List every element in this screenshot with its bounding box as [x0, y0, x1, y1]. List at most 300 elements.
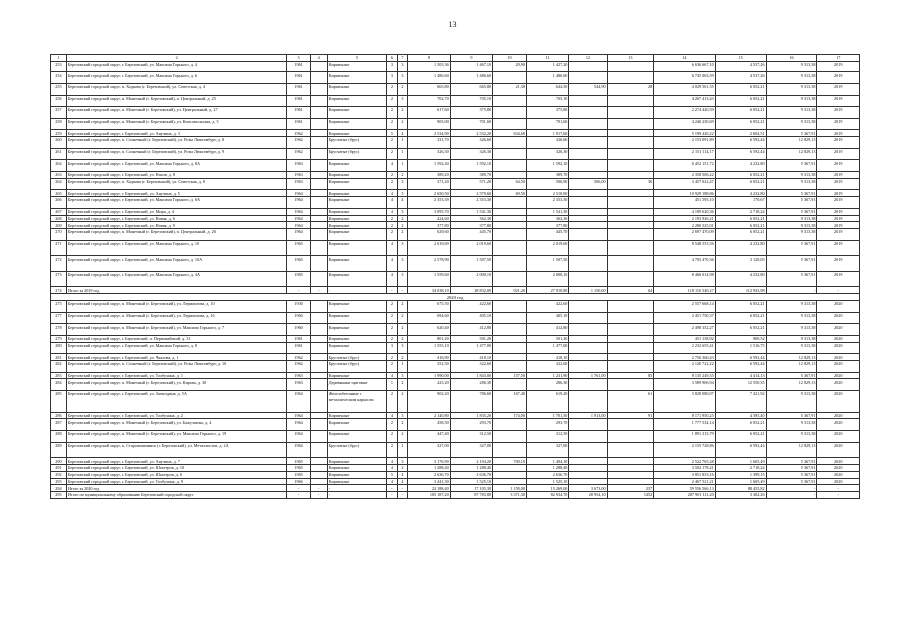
cell-c12	[569, 171, 607, 178]
cell-c13	[607, 160, 654, 172]
cell-c8: 905,00	[408, 118, 450, 130]
cell-c4: -	[310, 492, 327, 499]
cell-c7: 2	[397, 118, 408, 130]
cell-c4	[310, 335, 327, 342]
cell-c15: 6 592,44	[715, 354, 766, 361]
cell-c11: 1 494,10	[526, 458, 568, 465]
cell-c3: 1962	[287, 361, 310, 373]
cell-c15: 112 943,98	[715, 287, 766, 294]
cell-c9: 1 467,10	[450, 61, 492, 72]
cell-c4	[310, 419, 327, 431]
cell-c10	[493, 197, 527, 209]
cell-c3: -	[287, 492, 310, 499]
cell-c16: -	[766, 485, 817, 492]
cell-c17: 2019	[817, 137, 860, 149]
cell-c4	[310, 222, 327, 229]
cell-c8: 425,20	[408, 379, 450, 391]
cell-c5: Кирпичные	[327, 61, 386, 72]
cell-c12	[569, 335, 607, 342]
cell-no: 279	[51, 335, 67, 342]
cell-c10: 1 159,00	[493, 485, 527, 492]
cell-c13	[607, 148, 654, 160]
cell-c16: 9 313,38	[766, 118, 817, 130]
cell-c7: 3	[397, 372, 408, 379]
cell-c5: Кирпичные	[327, 465, 386, 472]
cell-c9: 2 000,10	[450, 271, 492, 287]
cell-no: 264	[51, 178, 67, 190]
cell-c4	[310, 208, 327, 215]
cell-c13	[607, 208, 654, 215]
cell-c4	[310, 342, 327, 354]
cell-c15: 6 052,21	[715, 178, 766, 190]
cell-c15: 3 302,26	[715, 492, 766, 499]
cell-c5: Кирпичные	[327, 208, 386, 215]
cell-c12	[569, 72, 607, 84]
cell-c16: 9 313,38	[766, 83, 817, 95]
cell-c14: 3 828 080,07	[654, 391, 715, 413]
cell-no: 263	[51, 171, 67, 178]
cell-c16: 12 829,13	[766, 379, 817, 391]
cell-c13	[607, 215, 654, 222]
cell-c16: 5 367,91	[766, 190, 817, 197]
cell-c14: 2 286 525,01	[654, 222, 715, 229]
page-number: 13	[448, 20, 457, 29]
cell-c14: 2 126 722,22	[654, 361, 715, 373]
cell-c16: 12 829,13	[766, 148, 817, 160]
cell-c16: -	[766, 492, 817, 499]
cell-c14: 2 274 420,59	[654, 107, 715, 119]
cell-c10	[493, 478, 527, 485]
cell-c6: 3	[387, 61, 398, 72]
table-row	[51, 107, 860, 119]
cell-c16: 9 313,38	[766, 222, 817, 229]
cell-c17: 2020	[817, 372, 860, 379]
cell-c17: 2019	[817, 197, 860, 209]
cell-c16: 5 367,91	[766, 478, 817, 485]
cell-c16: 9 313,38	[766, 215, 817, 222]
cell-c16: 12 829,13	[766, 354, 817, 361]
cell-no: 260	[51, 137, 67, 149]
cell-c10	[493, 215, 527, 222]
cell-c16: 5 367,91	[766, 197, 817, 209]
cell-c12: 1 761,00	[569, 372, 607, 379]
cell-addr: Березовский городской округ, г. Березовский, ул. Новая, д. 6	[66, 215, 287, 222]
cell-no: 280	[51, 342, 67, 354]
cell-c7: 2	[397, 222, 408, 229]
cell-c3: 1964	[287, 190, 310, 197]
table-row	[51, 72, 860, 84]
cell-c14: 1 891 315,79	[654, 431, 715, 443]
cell-c15: 1 605,49	[715, 478, 766, 485]
cell-c9: 2 636,70	[450, 471, 492, 478]
cell-c10	[493, 222, 527, 229]
cell-addr: Березовский городской округ, г. Березовский, ул. Загвоздина, д. 5А	[66, 391, 287, 413]
cell-c6: 4	[387, 160, 398, 172]
cell-c8: 2 140,80	[408, 412, 450, 419]
cell-c7: 3	[397, 95, 408, 107]
cell-c14: 4 703 470,36	[654, 256, 715, 272]
cell-c3: 1960	[287, 312, 310, 324]
cell-c15: 900,52	[715, 335, 766, 342]
cell-c9: 665,80	[450, 83, 492, 95]
cell-c15: 4 537,26	[715, 72, 766, 84]
cell-c8: 675,50	[408, 301, 450, 313]
cell-c16: 9 313,38	[766, 229, 817, 241]
cell-c10	[493, 431, 527, 443]
cell-c3: 1966	[287, 478, 310, 485]
cell-c9: 705,10	[450, 95, 492, 107]
cell-c13	[607, 271, 654, 287]
cell-c14: 3 851 833,16	[654, 471, 715, 478]
cell-c15: 6 592,44	[715, 148, 766, 160]
cell-c6: 5	[387, 471, 398, 478]
cell-c17: 2020	[817, 471, 860, 478]
cell-c8: 1 559,60	[408, 271, 450, 287]
cell-c4	[310, 118, 327, 130]
cell-c4	[310, 160, 327, 172]
cell-c7: 3	[397, 208, 408, 215]
cell-c3: -	[287, 485, 310, 492]
cell-no: 259	[51, 130, 67, 137]
cell-c7: -	[397, 485, 408, 492]
cell-c3: 1961	[287, 72, 310, 84]
cell-addr: Березовский городской округ, п. Солнечный (г. Березовский), ул. Розы Люксембург, д. 8	[66, 137, 287, 149]
cell-c14: 4 189 620,36	[654, 208, 715, 215]
cell-c6: 4	[387, 465, 398, 472]
cell-c11: 1 507,50	[526, 256, 568, 272]
cell-addr: Березовский городской округ, г. Березовский, ул. Максима Горького, д. 10А	[66, 256, 287, 272]
cell-c10: 174,00	[493, 412, 527, 419]
cell-c17: 2020	[817, 419, 860, 431]
cell-c17: 2019	[817, 222, 860, 229]
table-row	[51, 324, 860, 336]
cell-addr: Березовский городской округ, г. Березовский, ул. Чкалова, д. 1	[66, 354, 287, 361]
cell-c12: 544,90	[569, 83, 607, 95]
cell-c15: 2 604,51	[715, 130, 766, 137]
total-row	[51, 287, 860, 294]
cell-c6: 5	[387, 130, 398, 137]
cell-addr: Березовский городской округ, г. Березовский, ул. Максима Горького, д. 6А	[66, 197, 287, 209]
cell-c10: 69,50	[493, 190, 527, 197]
cell-c6: 2	[387, 301, 398, 313]
cell-c13	[607, 107, 654, 119]
table-row	[51, 471, 860, 478]
cell-no: 282	[51, 361, 67, 373]
cell-c8: 371,20	[408, 178, 450, 190]
cell-c3: 1930	[287, 301, 310, 313]
cell-c15: 88 455,82	[715, 485, 766, 492]
cell-c13: 91	[607, 412, 654, 419]
cell-no: 269	[51, 222, 67, 229]
cell-c16: 9 313,38	[766, 391, 817, 413]
cell-c12	[569, 95, 607, 107]
column-number-8: 8	[408, 55, 450, 62]
table-body	[51, 55, 860, 499]
cell-c16: 5 367,91	[766, 160, 817, 172]
cell-c5: Кирпичные	[327, 83, 386, 95]
cell-c15: 1 605,49	[715, 458, 766, 465]
cell-c4	[310, 361, 327, 373]
table-row	[51, 190, 860, 197]
cell-c13	[607, 61, 654, 72]
cell-c16: 5 367,91	[766, 208, 817, 215]
cell-c15: 1 516,75	[715, 342, 766, 354]
cell-c13	[607, 190, 654, 197]
cell-c3: 1964	[287, 229, 310, 241]
cell-c5: Кирпичные	[327, 171, 386, 178]
cell-c14: 6 452 151,72	[654, 160, 715, 172]
cell-c6: 4	[387, 412, 398, 419]
cell-c16: 5 367,91	[766, 271, 817, 287]
cell-c10	[493, 229, 527, 241]
cell-c17: 2019	[817, 83, 860, 95]
cell-c4	[310, 137, 327, 149]
cell-c17: 2020	[817, 478, 860, 485]
cell-c15: 4 232,80	[715, 271, 766, 287]
cell-c11: 322,60	[526, 361, 568, 373]
cell-c16: 9 313,38	[766, 342, 817, 354]
cell-c8: 1 990,00	[408, 372, 450, 379]
cell-c5: Кирпичные	[327, 312, 386, 324]
cell-c13	[607, 458, 654, 465]
cell-c3: 1963	[287, 178, 310, 190]
cell-c15: 6 052,21	[715, 419, 766, 431]
table-row	[51, 379, 860, 391]
cell-c15: 7 421,92	[715, 391, 766, 413]
cell-c16: -	[766, 287, 817, 294]
cell-c16: 5 367,91	[766, 130, 817, 137]
cell-c10	[493, 271, 527, 287]
cell-c7: 3	[397, 342, 408, 354]
cell-c13	[607, 478, 654, 485]
total-row	[51, 492, 860, 499]
cell-c17: 2020	[817, 301, 860, 313]
cell-c4	[310, 215, 327, 222]
cell-c11: 312,50	[526, 431, 568, 443]
cell-addr: Березовский городской округ, г. Березовский, п. Первомайский, д. 31	[66, 335, 287, 342]
cell-c13	[607, 95, 654, 107]
cell-c12	[569, 354, 607, 361]
cell-c16: 9 313,38	[766, 107, 817, 119]
cell-c7: 2	[397, 465, 408, 472]
cell-c9: 571,20	[450, 178, 492, 190]
cell-c5: Кирпичные	[327, 197, 386, 209]
cell-addr: Березовский городской округ, п. Монетный (г. Березовский), п. Центральный, д. 25	[66, 95, 287, 107]
cell-addr: Березовский городской округ, г. Березовский, ул. Новая, д. 9	[66, 222, 287, 229]
cell-c4	[310, 312, 327, 324]
cell-c11: 445,70	[526, 229, 568, 241]
cell-c7: 3	[397, 256, 408, 272]
cell-c16: 9 313,38	[766, 178, 817, 190]
cell-c9: 405,10	[450, 312, 492, 324]
cell-c7: 2	[397, 379, 408, 391]
cell-c16: 5 367,91	[766, 256, 817, 272]
cell-c14: 6 745 063,59	[654, 72, 715, 84]
cell-c8: 629,60	[408, 229, 450, 241]
cell-c4	[310, 107, 327, 119]
cell-c17: 2020	[817, 458, 860, 465]
cell-c5: Кирпичные	[327, 240, 386, 256]
cell-c5: Кирпичные	[327, 215, 386, 222]
cell-c4	[310, 240, 327, 256]
cell-c6: 2	[387, 107, 398, 119]
column-number-12: 12	[569, 55, 607, 62]
cell-c14: 2 451 750,37	[654, 312, 715, 324]
cell-c3: 1965	[287, 271, 310, 287]
cell-c5: Брусчатые (брус)	[327, 354, 386, 361]
cell-c13	[607, 324, 654, 336]
cell-c5: Кирпичные	[327, 324, 386, 336]
cell-c12	[569, 478, 607, 485]
cell-c17: 2020	[817, 312, 860, 324]
cell-c16: 9 313,38	[766, 335, 817, 342]
cell-c11: 1 917,60	[526, 130, 568, 137]
cell-c7: 2	[397, 301, 408, 313]
cell-c7: 2	[397, 229, 408, 241]
cell-c16: 9 313,38	[766, 419, 817, 431]
cell-c10	[493, 72, 527, 84]
cell-addr: Березовский городской округ, п. Монетный (г. Березовский), ул. Максима Горького, д. 19	[66, 431, 287, 443]
cell-c11: 327,00	[526, 442, 568, 458]
cell-c12	[569, 431, 607, 443]
cell-c8: 389,20	[408, 171, 450, 178]
cell-c14: 10 929 188,86	[654, 190, 715, 197]
cell-c9: 422,60	[450, 301, 492, 313]
table-row	[51, 465, 860, 472]
cell-no: 291	[51, 465, 67, 472]
cell-c8: 352,50	[408, 361, 450, 373]
cell-c7: 2	[397, 335, 408, 342]
cell-c5: Деревянные щитовые	[327, 379, 386, 391]
cell-c13	[607, 471, 654, 478]
cell-c10: 167,40	[493, 391, 527, 413]
cell-c12	[569, 361, 607, 373]
cell-c11: 422,60	[526, 301, 568, 313]
cell-c9: 286,30	[450, 379, 492, 391]
cell-c7: 3	[397, 458, 408, 465]
cell-c17: 2020	[817, 354, 860, 361]
cell-c8: 2 578,90	[408, 256, 450, 272]
cell-c10	[493, 160, 527, 172]
cell-c13	[607, 301, 654, 313]
cell-addr: Березовский городской округ, п. Монетный (г. Березовский), п. Центральный, д. 26	[66, 229, 287, 241]
cell-c12: 1 150,00	[569, 287, 607, 294]
cell-addr: Березовский городской округ, п. Солнечный (г. Березовский), ул. Розы Люксембург, д. 10	[66, 361, 287, 373]
cell-c8: 702,70	[408, 95, 450, 107]
column-number-row	[51, 55, 860, 62]
column-number-2: 2	[66, 55, 287, 62]
cell-c12	[569, 458, 607, 465]
cell-addr: Березовский городской округ, п. Монетный (г. Березовский), ул. Центральный, д. 27	[66, 107, 287, 119]
cell-c8: 1 592,40	[408, 160, 450, 172]
cell-addr: Березовский городской округ, п. Ходкова (г. Березовский), ул. Советская, д. 8	[66, 178, 287, 190]
cell-addr: Березовский городской округ, п. Солнечный (г. Березовский), ул. Розы Люксембург, д. 9	[66, 148, 287, 160]
cell-c16: 9 313,38	[766, 301, 817, 313]
cell-c8: 801,20	[408, 335, 450, 342]
cell-c9: 1 541,30	[450, 208, 492, 215]
cell-c13	[607, 354, 654, 361]
cell-no: 294	[51, 485, 67, 492]
cell-addr: Березовский городской округ, г. Березовский, ул. Максима Горького, д. 6	[66, 72, 287, 84]
cell-c14: 8 466 014,98	[654, 271, 715, 287]
cell-c17: 2019	[817, 118, 860, 130]
cell-c9: 362,30	[450, 215, 492, 222]
cell-c17: 2019	[817, 72, 860, 84]
cell-c13: 64	[607, 287, 654, 294]
cell-no: 278	[51, 324, 67, 336]
cell-c10: 3 371,30	[493, 492, 527, 499]
column-number-14: 14	[654, 55, 715, 62]
cell-c16: 9 313,38	[766, 312, 817, 324]
cell-no: 270	[51, 229, 67, 241]
cell-c12	[569, 301, 607, 313]
cell-c15: 6 052,21	[715, 312, 766, 324]
cell-no: 274	[51, 287, 67, 294]
cell-no: 287	[51, 419, 67, 431]
cell-c6: 4	[387, 372, 398, 379]
cell-c4	[310, 379, 327, 391]
cell-c3: 1961	[287, 83, 310, 95]
cell-c14: 118 116 540,27	[654, 287, 715, 294]
cell-c14: 2 498 352,27	[654, 324, 715, 336]
cell-c14: 2 193 926,21	[654, 215, 715, 222]
cell-c7: 1	[397, 148, 408, 160]
cell-c17: 2019	[817, 178, 860, 190]
cell-c3: 1962	[287, 148, 310, 160]
cell-c12	[569, 312, 607, 324]
column-number-9: 9	[450, 55, 492, 62]
table-row	[51, 391, 860, 413]
cell-c8: 105 187,20	[408, 492, 450, 499]
cell-c3: 1965	[287, 240, 310, 256]
cell-c3: 1964	[287, 222, 310, 229]
cell-c10	[493, 471, 527, 478]
table-row	[51, 361, 860, 373]
cell-c13	[607, 222, 654, 229]
cell-c7: 1	[397, 442, 408, 458]
cell-c5: Кирпичные	[327, 178, 386, 190]
cell-c4	[310, 391, 327, 413]
cell-c6: 2	[387, 95, 398, 107]
cell-c10	[493, 171, 527, 178]
cell-c17: 2019	[817, 160, 860, 172]
cell-c5: Железобетонные с металлическим каркасом	[327, 391, 386, 413]
cell-c17: 2019	[817, 148, 860, 160]
cell-no: 256	[51, 95, 67, 107]
cell-c11: 1 541,30	[526, 208, 568, 215]
cell-no: 254	[51, 72, 67, 84]
cell-c10: 157,50	[493, 372, 527, 379]
cell-c11: 619,20	[526, 391, 568, 413]
cell-no: 273	[51, 271, 67, 287]
cell-c10	[493, 301, 527, 313]
cell-c17: -	[817, 492, 860, 499]
cell-c3: 1963	[287, 171, 310, 178]
cell-c11: 644,50	[526, 83, 568, 95]
cell-c10: 64,50	[493, 178, 527, 190]
cell-c5: Кирпичные	[327, 478, 386, 485]
cell-c5: Кирпичные	[327, 471, 386, 478]
cell-c16: 12 829,13	[766, 137, 817, 149]
cell-c4	[310, 471, 327, 478]
cell-c5: Кирпичные	[327, 301, 386, 313]
cell-c13: 61	[607, 391, 654, 413]
cell-c8: 377,80	[408, 222, 450, 229]
cell-c15: 6 052,21	[715, 215, 766, 222]
cell-c15: 4 232,80	[715, 190, 766, 197]
table-row	[51, 118, 860, 130]
cell-c4	[310, 229, 327, 241]
